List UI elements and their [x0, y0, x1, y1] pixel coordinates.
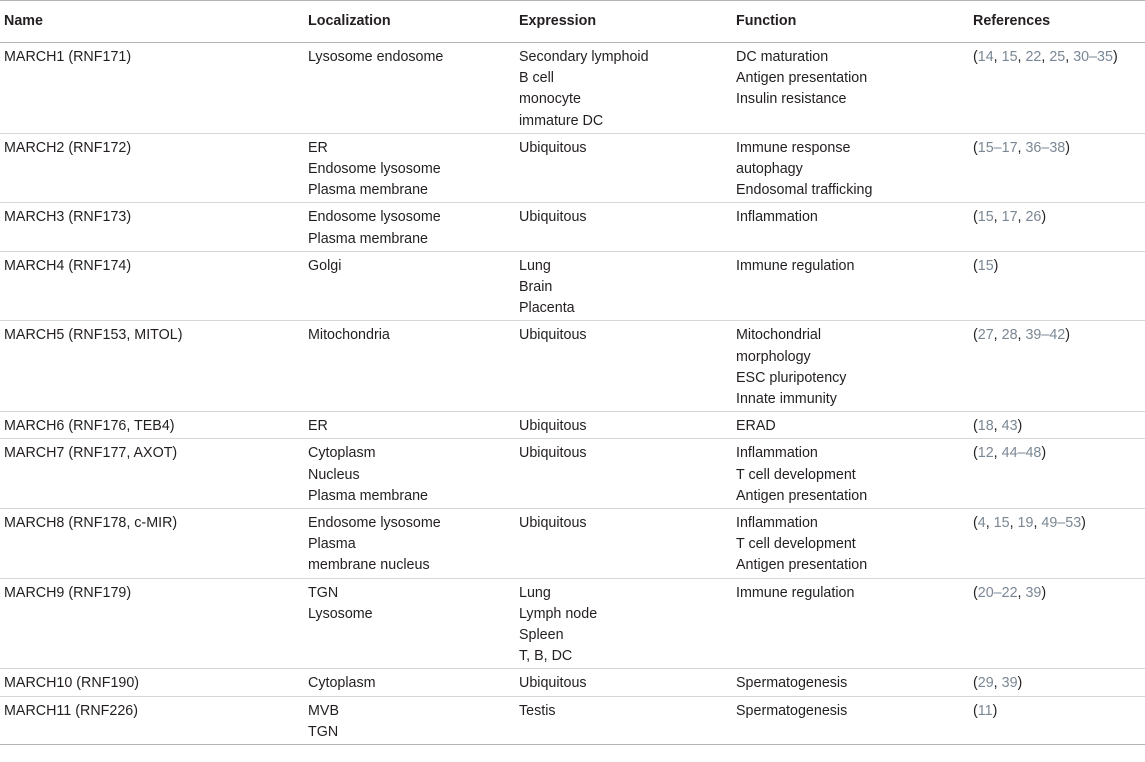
cell-expression	[519, 133, 736, 203]
cell-function-line: Endosomal trafficking	[736, 182, 873, 199]
reference-punctuation: )	[1041, 209, 1047, 226]
cell-function-line: Immune regulation	[736, 584, 855, 601]
cell-function-line: Innate immunity	[736, 391, 837, 408]
cell-expression-line: Lung	[519, 584, 551, 601]
cell-localization-line: membrane nucleus	[308, 557, 430, 574]
cell-localization	[308, 578, 519, 669]
reference-punctuation: (	[973, 327, 978, 344]
header-function: Function	[736, 13, 797, 30]
reference-punctuation: )	[1041, 584, 1047, 601]
cell-function	[736, 133, 973, 203]
reference-punctuation: ,	[993, 675, 1002, 692]
cell-localization	[308, 43, 519, 134]
cell-references	[973, 439, 1145, 509]
reference-link[interactable]: 20–22	[977, 584, 1018, 601]
cell-localization-line: Plasma membrane	[308, 487, 428, 504]
reference-punctuation: )	[1017, 675, 1023, 692]
cell-localization-line: Lysosome	[308, 605, 373, 622]
table-row	[0, 412, 1145, 439]
reference-punctuation: )	[1065, 139, 1071, 156]
reference-punctuation: (	[973, 418, 978, 435]
table-row	[0, 509, 1145, 579]
header-row	[0, 1, 1145, 43]
cell-references	[973, 133, 1145, 203]
cell-localization-line: Golgi	[308, 257, 342, 274]
cell-expression	[519, 439, 736, 509]
cell-name: MARCH9 (RNF179)	[4, 584, 132, 601]
cell-localization	[308, 251, 519, 321]
reference-punctuation: ,	[1017, 209, 1026, 226]
reference-punctuation: )	[1112, 49, 1118, 65]
reference-link[interactable]: 26	[1025, 209, 1042, 226]
cell-expression	[519, 578, 736, 669]
reference-punctuation: (	[973, 139, 978, 156]
reference-link[interactable]: 25	[1049, 49, 1066, 65]
reference-punctuation: ,	[1017, 139, 1026, 156]
cell-expression	[519, 669, 736, 696]
cell-expression	[519, 43, 736, 134]
reference-link[interactable]: 29	[977, 675, 994, 692]
table-header	[0, 1, 1145, 43]
table-row	[0, 439, 1145, 509]
cell-localization-line: Plasma membrane	[308, 182, 428, 199]
cell-function	[736, 251, 973, 321]
cell-function	[736, 578, 973, 669]
cell-function-line: ESC pluripotency	[736, 369, 847, 386]
cell-localization	[308, 696, 519, 744]
reference-punctuation: ,	[1041, 49, 1050, 65]
reference-link[interactable]: 18	[977, 418, 994, 435]
cell-function	[736, 696, 973, 744]
cell-function-line: Antigen presentation	[736, 487, 868, 504]
cell-function-line: Inflammation	[736, 515, 818, 532]
table-row	[0, 251, 1145, 321]
cell-function-line: Antigen presentation	[736, 70, 868, 87]
cell-function-line: Insulin resistance	[736, 91, 847, 108]
cell-localization-line: Nucleus	[308, 466, 360, 483]
header-name: Name	[4, 13, 43, 30]
reference-link[interactable]: 27	[977, 327, 994, 344]
reference-punctuation: ,	[1017, 327, 1026, 344]
cell-references	[973, 696, 1145, 744]
reference-link[interactable]: 36–38	[1025, 139, 1066, 156]
cell-expression-line: Ubiquitous	[519, 209, 587, 226]
table-row	[0, 696, 1145, 744]
header-localization: Localization	[308, 13, 391, 30]
reference-punctuation: ,	[993, 445, 1002, 462]
cell-function-line: Antigen presentation	[736, 557, 868, 574]
cell-function-line: T cell development	[736, 466, 856, 483]
cell-function-line: Immune regulation	[736, 257, 855, 274]
cell-expression	[519, 251, 736, 321]
cell-function-line: ERAD	[736, 418, 776, 435]
header-references: References	[973, 13, 1051, 30]
reference-punctuation: (	[973, 515, 978, 532]
cell-references	[973, 43, 1145, 134]
cell-name: MARCH3 (RNF173)	[4, 209, 132, 226]
reference-punctuation: ,	[993, 209, 1002, 226]
cell-localization-line: Lysosome endosome	[308, 49, 444, 65]
cell-function-line: Immune response	[736, 139, 851, 156]
cell-expression-line: monocyte	[519, 91, 581, 108]
reference-link[interactable]: 30–35	[1073, 49, 1113, 65]
reference-punctuation: ,	[1033, 515, 1042, 532]
reference-link[interactable]: 15	[993, 515, 1010, 532]
reference-punctuation: ,	[1017, 584, 1026, 601]
cell-function	[736, 43, 973, 134]
cell-function	[736, 203, 973, 251]
reference-link[interactable]: 11	[977, 702, 993, 719]
reference-link[interactable]: 19	[1017, 515, 1034, 532]
cell-expression-line: Lung	[519, 257, 551, 274]
reference-punctuation: ,	[985, 515, 994, 532]
cell-localization-line: Cytoplasm	[308, 675, 376, 692]
cell-expression	[519, 203, 736, 251]
cell-function-line: DC maturation	[736, 49, 829, 65]
cell-name: MARCH2 (RNF172)	[4, 139, 132, 156]
cell-function-line: Inflammation	[736, 209, 818, 226]
cell-expression-line: Brain	[519, 279, 553, 296]
reference-link[interactable]: 15	[977, 257, 994, 274]
reference-link[interactable]: 22	[1025, 49, 1042, 65]
cell-expression-line: Testis	[519, 702, 556, 719]
reference-punctuation: (	[973, 675, 978, 692]
reference-link[interactable]: 39	[1025, 584, 1042, 601]
cell-expression-line: Spleen	[519, 627, 564, 644]
reference-link[interactable]: 15	[1001, 49, 1018, 65]
cell-localization-line: ER	[308, 139, 328, 156]
cell-function-line: Inflammation	[736, 445, 818, 462]
cell-localization-line: TGN	[308, 723, 339, 740]
reference-punctuation: ,	[993, 327, 1002, 344]
cell-function	[736, 669, 973, 696]
cell-localization	[308, 439, 519, 509]
cell-localization	[308, 412, 519, 439]
table-body	[0, 43, 1145, 745]
table-row	[0, 203, 1145, 251]
cell-expression-line: Lymph node	[519, 605, 598, 622]
cell-expression-line: immature DC	[519, 112, 604, 129]
cell-name: MARCH11 (RNF226)	[4, 702, 138, 719]
cell-localization	[308, 669, 519, 696]
reference-link[interactable]: 39	[1001, 675, 1018, 692]
reference-link[interactable]: 15–17	[977, 139, 1018, 156]
cell-expression	[519, 412, 736, 439]
table-row	[0, 669, 1145, 696]
reference-punctuation: ,	[1009, 515, 1018, 532]
cell-localization-line: Endosome lysosome	[308, 209, 441, 226]
cell-localization-line: Cytoplasm	[308, 445, 376, 462]
cell-references	[973, 251, 1145, 321]
cell-localization	[308, 321, 519, 412]
cell-localization-line: Endosome lysosome	[308, 161, 441, 178]
reference-link[interactable]: 39–42	[1025, 327, 1066, 344]
reference-link[interactable]: 15	[977, 209, 994, 226]
cell-references	[973, 578, 1145, 669]
cell-expression-line: Secondary lymphoid	[519, 49, 649, 65]
reference-link[interactable]: 14	[977, 49, 994, 65]
cell-references	[973, 203, 1145, 251]
cell-expression	[519, 509, 736, 579]
cell-name: MARCH1 (RNF171)	[4, 49, 132, 65]
reference-punctuation: ,	[1065, 49, 1074, 65]
reference-punctuation: (	[973, 257, 978, 274]
reference-punctuation: )	[1017, 418, 1023, 435]
reference-link[interactable]: 4	[977, 515, 986, 532]
cell-function	[736, 439, 973, 509]
reference-punctuation: )	[1065, 327, 1071, 344]
reference-punctuation: ,	[993, 418, 1002, 435]
reference-punctuation: ,	[993, 49, 1002, 65]
reference-punctuation: )	[992, 702, 998, 719]
header-expression: Expression	[519, 13, 597, 30]
cell-references	[973, 509, 1145, 579]
reference-punctuation: (	[973, 49, 978, 65]
cell-localization-line: TGN	[308, 584, 339, 601]
reference-punctuation: )	[1041, 445, 1047, 462]
cell-expression-line: Ubiquitous	[519, 445, 587, 462]
reference-link[interactable]: 43	[1001, 418, 1018, 435]
cell-function	[736, 412, 973, 439]
cell-function-line: autophagy	[736, 161, 803, 178]
cell-function	[736, 509, 973, 579]
cell-name: MARCH6 (RNF176, TEB4)	[4, 418, 175, 435]
cell-name: MARCH8 (RNF178, c-MIR)	[4, 515, 178, 532]
cell-expression-line: B cell	[519, 70, 554, 87]
reference-link[interactable]: 12	[977, 445, 994, 462]
cell-function-line: Mitochondrial	[736, 327, 822, 344]
cell-localization-line: Plasma	[308, 536, 356, 553]
cell-name: MARCH4 (RNF174)	[4, 257, 132, 274]
table-row	[0, 578, 1145, 669]
reference-link[interactable]: 44–48	[1001, 445, 1042, 462]
cell-expression-line: Ubiquitous	[519, 675, 587, 692]
cell-references	[973, 669, 1145, 696]
cell-expression-line: T, B, DC	[519, 648, 573, 665]
cell-expression-line: Ubiquitous	[519, 418, 587, 435]
reference-punctuation: )	[993, 257, 999, 274]
cell-expression	[519, 321, 736, 412]
cell-function	[736, 321, 973, 412]
reference-link[interactable]: 49–53	[1041, 515, 1082, 532]
cell-localization	[308, 203, 519, 251]
cell-function-line: T cell development	[736, 536, 856, 553]
cell-localization-line: Plasma membrane	[308, 230, 428, 247]
cell-function-line: Spermatogenesis	[736, 675, 848, 692]
cell-expression	[519, 696, 736, 744]
cell-localization-line: Mitochondria	[308, 327, 390, 344]
reference-punctuation: (	[973, 584, 978, 601]
cell-expression-line: Ubiquitous	[519, 327, 587, 344]
reference-punctuation: (	[973, 702, 978, 719]
cell-localization	[308, 509, 519, 579]
reference-link[interactable]: 17	[1001, 209, 1018, 226]
cell-expression-line: Placenta	[519, 300, 575, 317]
cell-localization-line: Endosome lysosome	[308, 515, 441, 532]
cell-name: MARCH7 (RNF177, AXOT)	[4, 445, 178, 462]
cell-references	[973, 321, 1145, 412]
cell-expression-line: Ubiquitous	[519, 139, 587, 156]
cell-localization	[308, 133, 519, 203]
reference-punctuation: (	[973, 445, 978, 462]
cell-function-line: morphology	[736, 348, 811, 365]
cell-function-line: Spermatogenesis	[736, 702, 848, 719]
cell-expression-line: Ubiquitous	[519, 515, 587, 532]
reference-link[interactable]: 28	[1001, 327, 1018, 344]
cell-localization-line: MVB	[308, 702, 339, 719]
cell-name: MARCH10 (RNF190)	[4, 675, 140, 692]
reference-punctuation: ,	[1017, 49, 1026, 65]
table-row	[0, 321, 1145, 412]
cell-name: MARCH5 (RNF153, MITOL)	[4, 327, 183, 344]
table-row	[0, 133, 1145, 203]
cell-references	[973, 412, 1145, 439]
reference-punctuation: (	[973, 209, 978, 226]
cell-localization-line: ER	[308, 418, 328, 435]
reference-punctuation: )	[1081, 515, 1086, 532]
table-row	[0, 43, 1145, 134]
